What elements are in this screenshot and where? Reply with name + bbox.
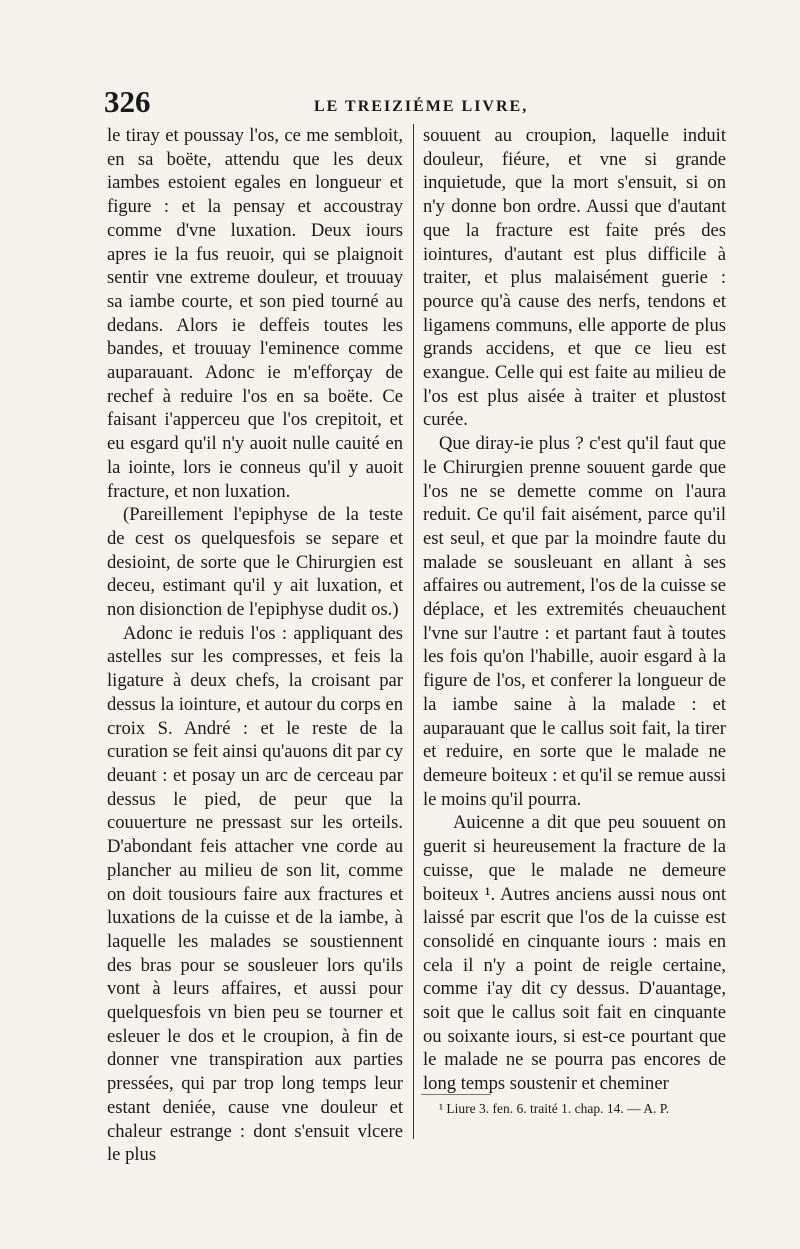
paragraph: Que diray-ie plus ? c'est qu'il faut que le Chirurgien prenne souuent garde que l'os ne se demette comme on l'aura reduit. Ce qu'il fait aisément, parce qu'il est seul, et que par la moindre faute du malade se sousleuant en allant à ses affaires ou autrement, l'os de la cuisse se déplace, et les extremités cheuauchent l'vne sur l'autre : et partant faut à toutes les fois qu'on l'habille, auoir esgard à la figure de l'os, et conferer la longueur de la iambe saine à la malade : et auparauant que le callus soit fait, la tirer et reduire, en sorte que le malade ne demeure boiteux : et qu'il se remue aussi le moins qu'il pourra. [423, 433, 726, 810]
paragraph: (Pareillement l'epiphyse de la teste de cest os quelquesfois se separe et desioint, de sorte que le Chirurgien est deceu, estimant qu'il y ait luxation, et non disionction de l'epiphyse dudit os.) [107, 504, 403, 621]
paragraph: Auicenne a dit que peu souuent on guerit si heureusement la fracture de la cuisse, que le malade ne demeure boiteux ¹. Autres anciens aussi nous ont laissé par escrit que l'os de la cuisse est consolidé en cinquante iours : mais en cela il n'y a point de reigle certaine, comme i'ay dit cy dessus. D'auantage, soit que le callus soit fait en cinquante ou soixante iours, si est-ce pourtant que le malade ne se pourra pas encores de long temps soustenir et cheminer [423, 812, 726, 1095]
running-head: LE TREIZIÉME LIVRE, [314, 98, 529, 115]
left-column [107, 124, 403, 1167]
paragraph: souuent au croupion, laquelle induit douleur, fiéure, et vne si grande inquietude, que la mort s'ensuit, si on n'y donne bon ordre. Aussi que d'autant que la fracture est faite prés des iointures, d'autant est plus difficile à traiter, et plus malaisément guerie : pource qu'à cause des nerfs, tendons et ligamens communs, elle apporte de plus grands accidens, et que ce lieu est exangue. Celle qui est faite au milieu de l'os est plus aisée à traiter et plustost curée. [423, 125, 726, 431]
page-header [104, 84, 724, 124]
paragraph: le tiray et poussay l'os, ce me sembloit, en sa boëte, attendu que les deux iambes estoient egales en longueur et figure : et la pensay et accoustray comme d'vne luxation. Deux iours apres ie la fus reuoir, qui se plaignoit sentir vne extreme douleur, et trouuay sa iambe courte, et son pied tourné au dedans. Alors ie deffeis toutes les bandes, et trouuay l'eminence comme auparauant. Adonc ie m'efforçay de rechef à reduire l'os en sa boëte. Ce faisant i'apperceu que l'os crepitoit, et eu esgard qu'il n'y auoit nulle cauité en la iointe, lors ie conneus qu'il y auoit fracture, et non luxation. [107, 125, 403, 502]
column-divider [413, 124, 414, 1139]
footnote-text: ¹ Liure 3. fen. 6. traité 1. chap. 14. — A. P. [439, 1101, 670, 1116]
page-number: 326 [104, 84, 151, 119]
footnote [425, 1099, 728, 1118]
paragraph: Adonc ie reduis l'os : appliquant des astelles sur les compresses, et feis la ligature à deux chefs, la croisant par dessus la iointure, et autour du corps en croix S. André : et le reste de la curation se feit ainsi qu'auons dit par cy deuant : et posay un arc de cerceau par dessus le pied, de peur que la couuerture ne pressast sur les orteils. D'abondant feis attacher vne corde au plancher au milieu de son lit, comme on doit tousiours faire aux fractures et luxations de la cuisse et de la iambe, à laquelle les malades se soustiennent des bras pour se sousleuer lors qu'ils vont à leurs affaires, et aussi pour quelquesfois vn bien peu se tourner et esleuer le dos et le croupion, à fin de donner vne transpiration aux parties pressées, qui par trop long temps leur estant deniée, cause vne douleur et chaleur estrange : dont s'ensuit vlcere le plus [107, 622, 403, 1166]
right-column [423, 124, 726, 1096]
footnote-rule [421, 1094, 491, 1095]
